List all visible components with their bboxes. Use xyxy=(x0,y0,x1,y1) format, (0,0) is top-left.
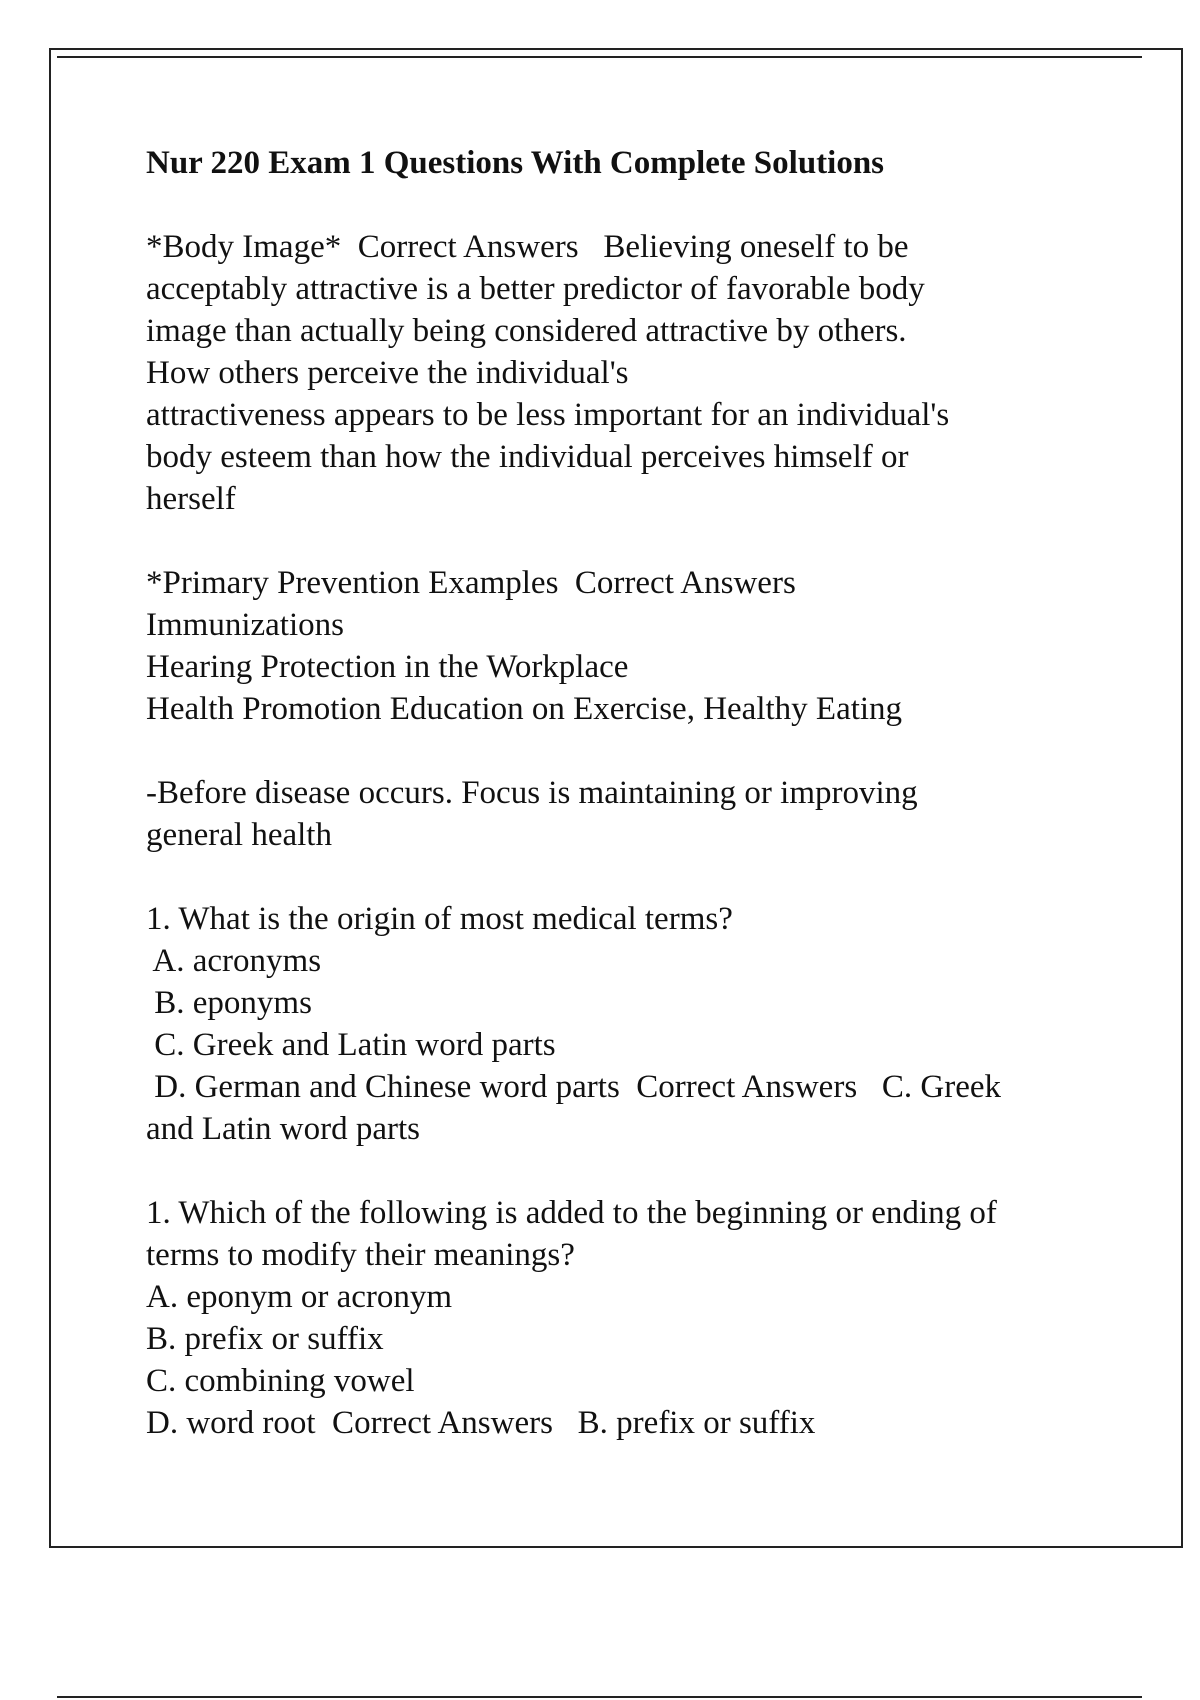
text-line: attractiveness appears to be less important for an individual's xyxy=(146,397,950,433)
option-line: C. Greek and Latin word parts xyxy=(146,1027,556,1063)
document-content xyxy=(146,142,1106,1486)
option-line: B. eponyms xyxy=(146,985,312,1021)
before-disease-block xyxy=(146,772,1106,856)
text-line: herself xyxy=(146,481,236,517)
bottom-rule xyxy=(57,1696,1142,1698)
document-title: Nur 220 Exam 1 Questions With Complete Solutions xyxy=(146,145,885,181)
option-line: B. prefix or suffix xyxy=(146,1321,384,1357)
text-line: general health xyxy=(146,817,332,853)
option-line: D. German and Chinese word parts Correct Answers C. Greek xyxy=(146,1069,1002,1105)
text-line: Hearing Protection in the Workplace xyxy=(146,649,629,685)
text-line: *Primary Prevention Examples Correct Answers xyxy=(146,565,796,601)
body-image-block xyxy=(146,226,1106,520)
text-line: *Body Image* Correct Answers Believing oneself to be xyxy=(146,229,909,265)
option-line: D. word root Correct Answers B. prefix or suffix xyxy=(146,1405,816,1441)
option-line: A. eponym or acronym xyxy=(146,1279,453,1315)
question-line: 1. What is the origin of most medical terms? xyxy=(146,901,733,937)
text-line: How others perceive the individual's xyxy=(146,355,629,391)
text-line: Immunizations xyxy=(146,607,344,643)
text-line: image than actually being considered attractive by others. xyxy=(146,313,907,349)
question-prefix-block xyxy=(146,1192,1106,1444)
text-line: -Before disease occurs. Focus is maintaining or improving xyxy=(146,775,918,811)
primary-prevention-block xyxy=(146,562,1106,730)
answer-line: and Latin word parts xyxy=(146,1111,421,1147)
question-line: terms to modify their meanings? xyxy=(146,1237,575,1273)
text-line: Health Promotion Education on Exercise, Healthy Eating xyxy=(146,691,903,727)
text-line: body esteem than how the individual perceives himself or xyxy=(146,439,909,475)
text-line: acceptably attractive is a better predictor of favorable body xyxy=(146,271,925,307)
option-line: C. combining vowel xyxy=(146,1363,415,1399)
question-line: 1. Which of the following is added to the beginning or ending of xyxy=(146,1195,997,1231)
question-origin-block xyxy=(146,898,1106,1150)
option-line: A. acronyms xyxy=(146,943,322,979)
